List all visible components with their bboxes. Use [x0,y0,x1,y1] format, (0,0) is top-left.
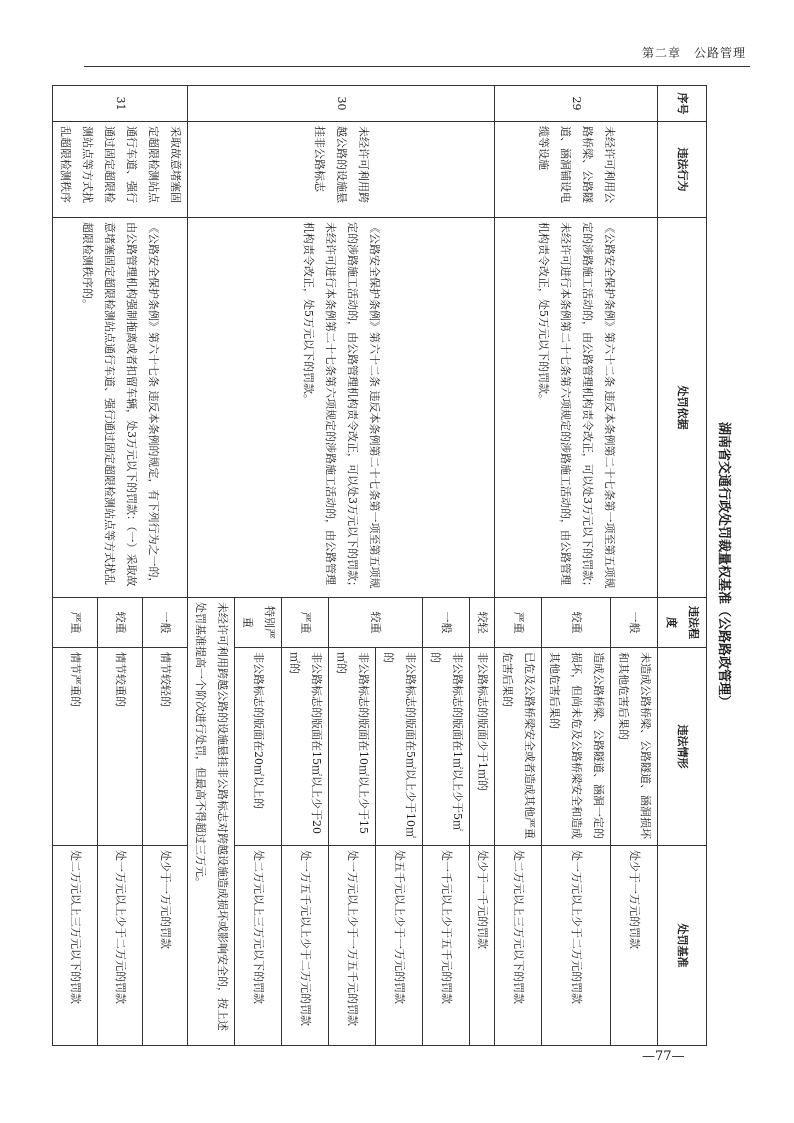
column-header-basis: 处罚依据 [658,218,707,598]
violation-degree: 一般 [611,598,658,648]
violation-degree: 严重 [495,598,542,648]
violation-degree: 特别严重 [235,598,282,648]
item-number: 30 [188,86,495,122]
violation-circumstance: 情节严重的 [53,648,98,846]
penalty-standard: 处少于一千元的罚款 [470,846,495,1046]
legal-basis: 《公路安全保护条例》第六十七条 违反本条例的规定，有下列行为之一的，由公路管理机构强制拖离或者扣留车辆，处3万元以下的罚款：（一）采取故意堵塞固定超限检测站点通行车道、强行通过固定超限检测站点等方式扰乱超限检测秩序的。 [53,218,188,598]
item-number: 31 [53,86,188,122]
penalty-standard: 处二万元以上三万元以下的罚款 [235,846,282,1046]
violation-circumstance: 非公路标志的版面少于1㎡的 [470,648,495,846]
penalty-standard: 处二万元以上三万元以下的罚款 [53,846,98,1046]
penalty-standard: 处五千元以上少于一万元的罚款 [376,846,423,1046]
column-header-degree: 违法程度 [658,598,707,648]
penalty-standard: 处一万元以上少于二万元的罚款 [98,846,143,1046]
violation-degree: 较轻 [470,598,495,648]
penalty-standard: 处少于一万元的罚款 [143,846,188,1046]
violation-degree: 较重 [329,598,423,648]
table-title: 湖南省交通行政处罚裁量权基准（公路路政管理） [716,421,731,708]
violation-circumstance: 情节较轻的 [143,648,188,846]
violation-circumstance: 非公路标志的版面在15㎡以上少于20㎡的 [282,648,329,846]
violation-circumstance: 非公路标志的版面在1㎡以上少于5㎡的 [423,648,470,846]
violation-circumstance: 情节较重的 [98,648,143,846]
violation-circumstance: 未造成公路桥梁、公路隧道、涵洞损坏和其他危害后果的 [611,648,658,846]
legal-basis: 《公路安全保护条例》第六十二条 违反本条例第二十七条第一项至第五项规定的涉路施工活动的，由公路管理机构责令改正，可以处3万元以下的罚款；未经许可进行本条例第二十七条第六项规定的涉路施工活动的，由公路管理机构责令改正，处5万元以下的罚款。 [495,218,658,598]
escalation-note: 未经许可利用跨越公路的设施悬挂非公路标志对跨越设施造成损坏或影响安全的，按上述处罚基准提高一个阶次进行处罚，但最高不得超过三万元。 [188,598,235,1046]
violation-degree: 较重 [542,598,611,648]
violation-degree: 一般 [143,598,188,648]
penalty-standard: 处一万元以上少于二万元的罚款 [542,846,611,1046]
rotated-table-stage [59,85,737,1045]
column-header-act: 违法行为 [658,122,707,218]
violation-degree: 严重 [53,598,98,648]
violation-act: 采取故意堵塞固定超限检测站点通行车道、强行通过固定超限检测站点等方式扰乱超限检测秩序 [53,122,188,218]
penalty-standard: 处一万元以上少于一万五千元的罚款 [329,846,376,1046]
penalty-standard: 处二万元以上三万元以下的罚款 [495,846,542,1046]
violation-circumstance: 造成公路桥梁、公路隧道、涵洞一定的损坏，但尚未危及公路桥梁安全和造成其他危害后果的 [542,648,611,846]
violation-circumstance: 非公路标志的版面在5㎡以上少于10㎡的 [376,648,423,846]
column-header-circumstance: 违法情形 [658,648,707,846]
penalty-standard: 处一千元以上少于五千元的罚款 [423,846,470,1046]
penalty-standard: 处一万五千元以上少于二万元的罚款 [282,846,329,1046]
violation-degree: 较重 [98,598,143,648]
violation-act: 未经许可利用跨越公路的设施悬挂非公路标志 [188,122,495,218]
item-number: 29 [495,86,658,122]
header-rule [84,66,750,67]
violation-degree: 严重 [282,598,329,648]
violation-act: 未经许可利用公路桥梁、公路隧道、涵洞铺设电缆等设施 [495,122,658,218]
violation-circumstance: 非公路标志的版面在10㎡以上少于15㎡的 [329,648,376,846]
page-number: —77— [642,1049,685,1064]
penalty-standard: 处少于一万元的罚款 [611,846,658,1046]
table-row [143,86,188,1046]
table-row [470,86,495,1046]
penalty-standard-table [52,85,707,1046]
legal-basis: 《公路安全保护条例》第六十二条 违反本条例第二十七条第一项至第五项规定的涉路施工活动的，由公路管理机构责令改正，可以处3万元以下的罚款；未经许可进行本条例第二十七条第六项规定的涉路施工活动的，由公路管理机构责令改正，处5万元以下的罚款。 [188,218,495,598]
table-row [611,86,658,1046]
table-header-row [658,86,707,1046]
violation-circumstance: 已危及公路桥梁安全或者造成其他严重危害后果的 [495,648,542,846]
violation-degree: 一般 [423,598,470,648]
violation-circumstance: 非公路标志的版面在20㎡以上的 [235,648,282,846]
column-header-standard: 处罚基准 [658,846,707,1046]
chapter-header: 第二章 公路管理 [641,46,746,60]
column-header-no: 序号 [658,86,707,122]
